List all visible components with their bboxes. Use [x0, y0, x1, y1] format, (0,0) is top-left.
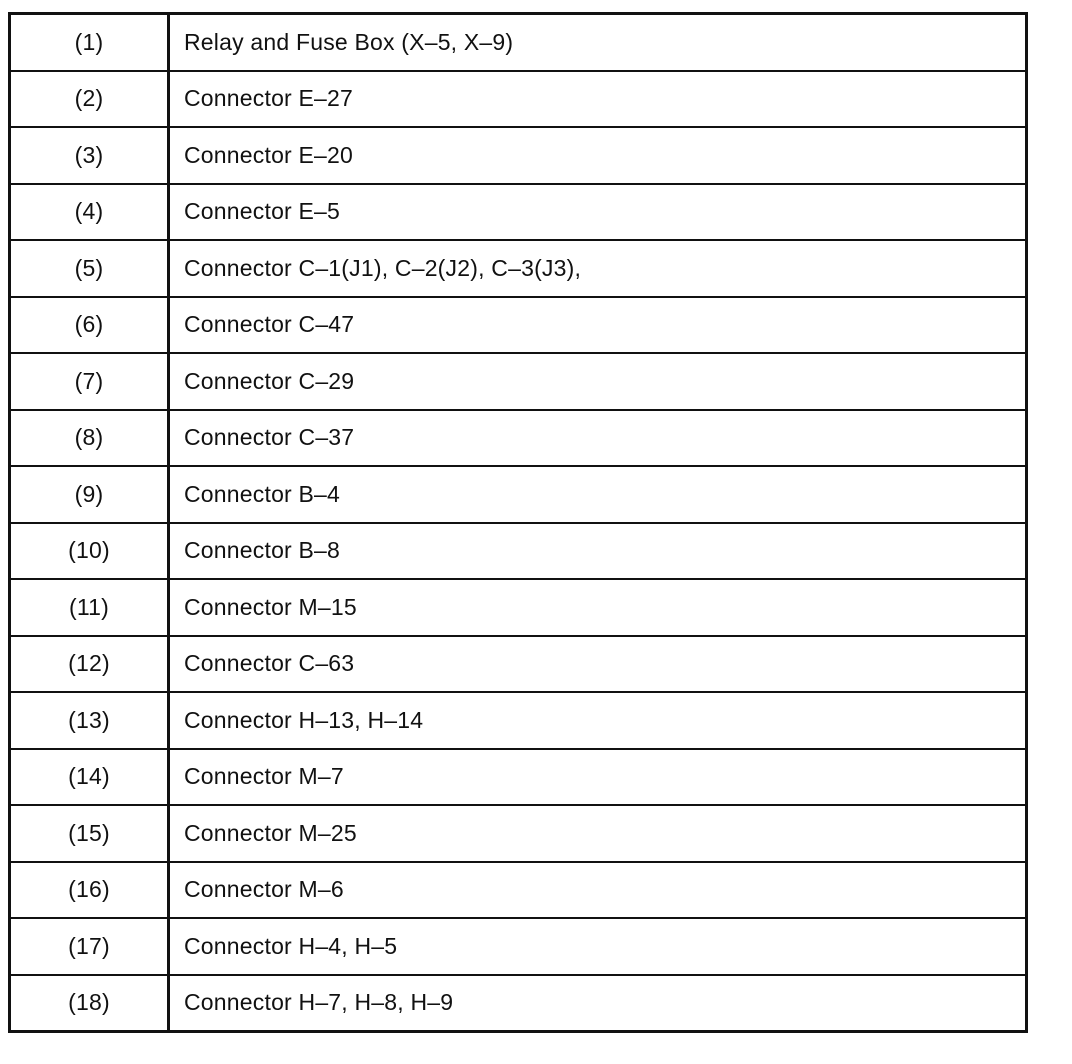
item-number: (5): [10, 240, 169, 297]
table-row: [10, 410, 1027, 467]
item-description: Connector H–7, H–8, H–9: [169, 975, 1027, 1032]
item-description: Connector H–13, H–14: [169, 692, 1027, 749]
table-row: [10, 975, 1027, 1032]
table-row: [10, 353, 1027, 410]
item-description: Connector C–63: [169, 636, 1027, 693]
item-number: (11): [10, 579, 169, 636]
item-number: (4): [10, 184, 169, 241]
item-number: (14): [10, 749, 169, 806]
item-number: (13): [10, 692, 169, 749]
item-number: (2): [10, 71, 169, 128]
table-row: [10, 71, 1027, 128]
item-description: Connector C–29: [169, 353, 1027, 410]
item-description: Connector E–20: [169, 127, 1027, 184]
table-row: [10, 636, 1027, 693]
table-row: [10, 184, 1027, 241]
item-number: (8): [10, 410, 169, 467]
item-description: Relay and Fuse Box (X–5, X–9): [169, 14, 1027, 71]
table-row: [10, 805, 1027, 862]
item-description: Connector M–6: [169, 862, 1027, 919]
item-description: Connector M–7: [169, 749, 1027, 806]
table-row: [10, 749, 1027, 806]
item-number: (1): [10, 14, 169, 71]
item-description: Connector H–4, H–5: [169, 918, 1027, 975]
table-row: [10, 862, 1027, 919]
item-description: Connector M–15: [169, 579, 1027, 636]
table-row: [10, 466, 1027, 523]
item-description: Connector M–25: [169, 805, 1027, 862]
item-number: (15): [10, 805, 169, 862]
connector-legend-table: [8, 12, 1028, 1033]
table-row: [10, 240, 1027, 297]
item-number: (6): [10, 297, 169, 354]
item-description: Connector B–8: [169, 523, 1027, 580]
item-number: (16): [10, 862, 169, 919]
legend-table-body: [10, 14, 1027, 1032]
table-row: [10, 14, 1027, 71]
item-number: (10): [10, 523, 169, 580]
item-number: (18): [10, 975, 169, 1032]
item-number: (9): [10, 466, 169, 523]
item-description: Connector C–47: [169, 297, 1027, 354]
table-row: [10, 127, 1027, 184]
table-row: [10, 918, 1027, 975]
item-number: (12): [10, 636, 169, 693]
item-description: Connector B–4: [169, 466, 1027, 523]
table-row: [10, 579, 1027, 636]
table-row: [10, 297, 1027, 354]
table-row: [10, 692, 1027, 749]
table-row: [10, 523, 1027, 580]
item-description: Connector C–37: [169, 410, 1027, 467]
item-number: (17): [10, 918, 169, 975]
item-number: (3): [10, 127, 169, 184]
item-number: (7): [10, 353, 169, 410]
item-description: Connector C–1(J1), C–2(J2), C–3(J3),: [169, 240, 1027, 297]
item-description: Connector E–27: [169, 71, 1027, 128]
item-description: Connector E–5: [169, 184, 1027, 241]
